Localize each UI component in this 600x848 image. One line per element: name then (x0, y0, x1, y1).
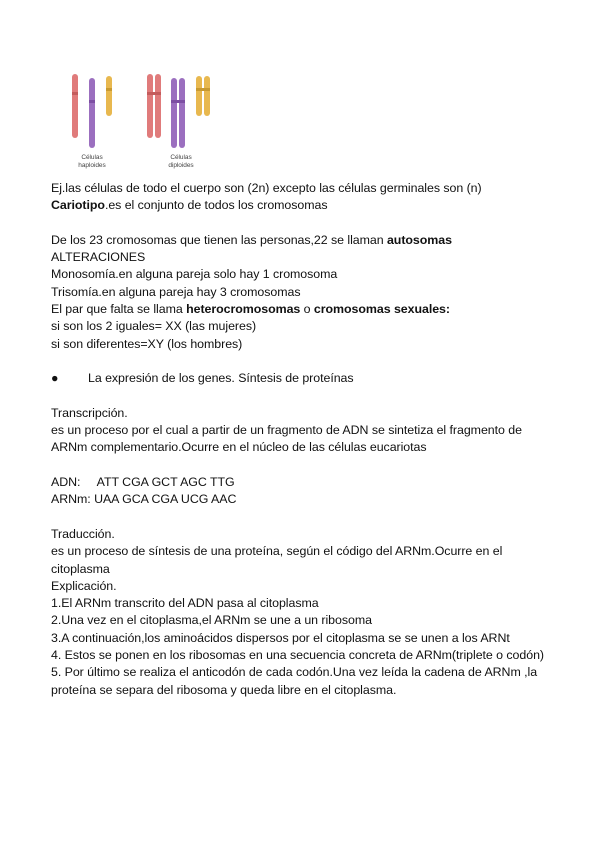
chromosome-figure (60, 68, 230, 180)
text-line: 3.A continuación,los aminoácidos dispersos por el citoplasma se se unen a los ARNt (51, 630, 510, 645)
chromosome-purple (89, 78, 95, 148)
text-line-adn: ADN: ATT CGA GCT AGC TTG (51, 475, 235, 490)
document-body (51, 180, 551, 699)
text-line-autosomas: De los 23 cromosomas que tienen las personas,22 se llaman autosomas (51, 232, 452, 247)
text-line: ALTERACIONES (51, 250, 146, 265)
chromosome-yellow (106, 76, 112, 116)
text-line: 2.Una vez en el citoplasma,el ARNm se une a un ribosoma (51, 613, 372, 628)
caption-haploid: Células haploides (78, 154, 106, 169)
text-paragraph: es un proceso por el cual a partir de un fragmento de ADN se sintetiza el fragmento de ARNm complementario.Ocurre en el núcleo de las células eucariotas (51, 423, 522, 455)
haploid-chromosomes (72, 74, 112, 148)
text-line: si son los 2 iguales= XX (las mujeres) (51, 319, 257, 334)
text-line: Monosomía.en alguna pareja solo hay 1 cromosoma (51, 267, 338, 282)
caption-diploid: Células diploides (168, 154, 194, 169)
text-paragraph: 5. Por último se realiza el anticodón de cada codón.Una vez leída la cadena de ARNm ,la proteína se separa del ribosoma y queda libre en el citoplasma. (51, 665, 538, 697)
text-line: Trisomía.en alguna pareja hay 3 cromosomas (51, 284, 301, 299)
bullet-icon: ● (51, 371, 59, 386)
text-line: si son diferentes=XY (los hombres) (51, 336, 243, 351)
text-line: Ej.las células de todo el cuerpo son (2n) excepto las células germinales son (n) (51, 181, 482, 195)
text-line-cariotipo: Cariotipo.es el conjunto de todos los cromosomas (51, 198, 328, 213)
text-line: Traducción. (51, 526, 115, 541)
diploid-chromosomes (147, 74, 210, 148)
text-line: Transcripción. (51, 405, 128, 420)
bullet-item: ● La expresión de los genes. Síntesis de proteínas (51, 370, 551, 387)
text-line: Explicación. (51, 578, 117, 593)
text-paragraph: es un proceso de síntesis de una proteína, según el código del ARNm.Ocurre en el citoplasma (51, 544, 503, 576)
chromosome-pink (72, 74, 78, 138)
text-line-arnm: ARNm: UAA GCA CGA UCG AAC (51, 492, 237, 507)
text-line: 1.El ARNm transcrito del ADN pasa al citoplasma (51, 596, 319, 611)
text-line-heterocromosomas: El par que falta se llama heterocromosomas o cromosomas sexuales: (51, 302, 450, 317)
text-paragraph: 4. Estos se ponen en los ribosomas en una secuencia concreta de ARNm(triplete o codón) (51, 648, 544, 663)
